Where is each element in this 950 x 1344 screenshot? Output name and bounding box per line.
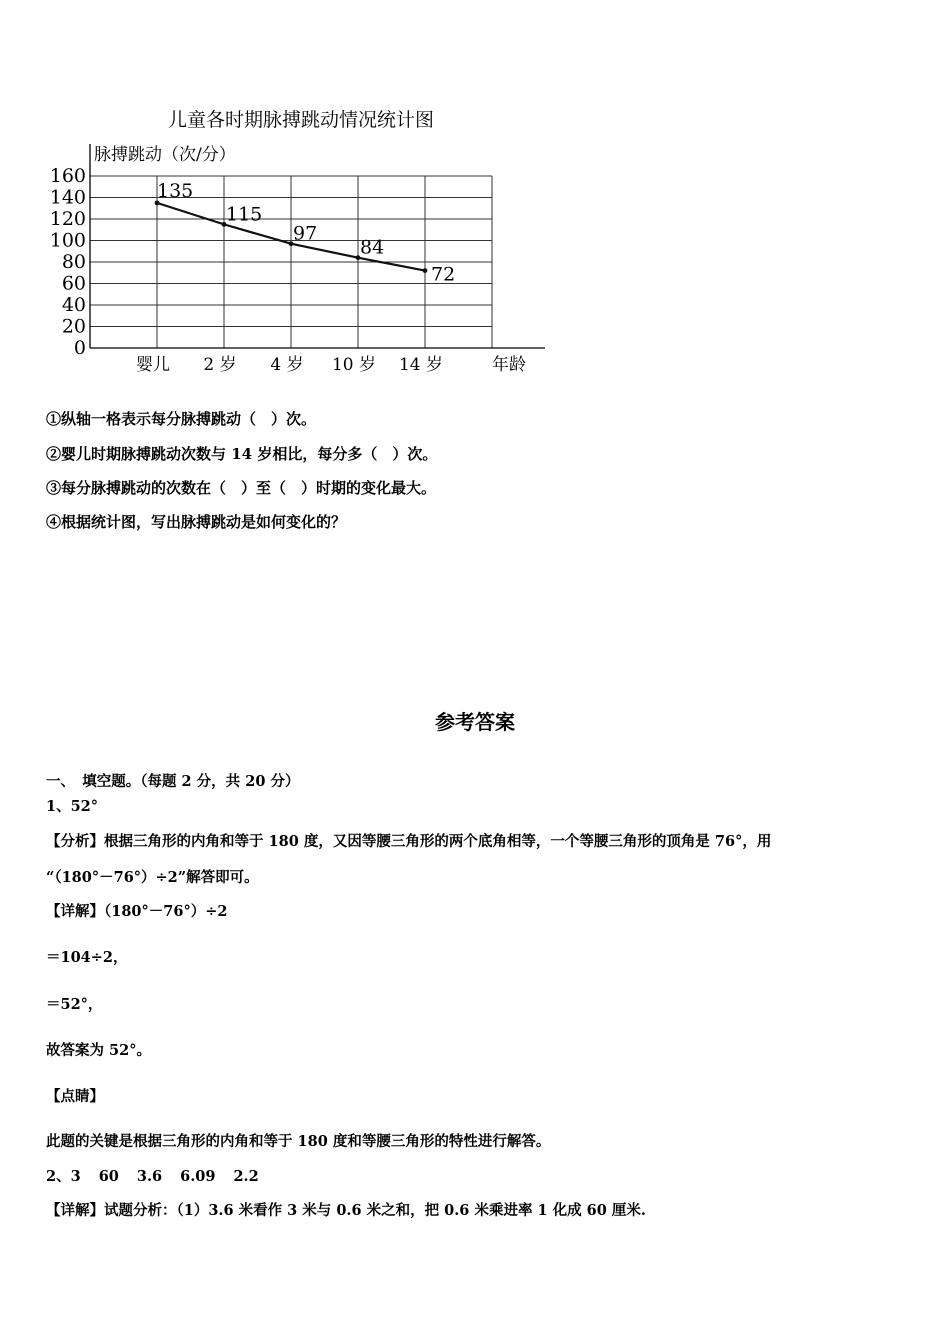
comment-label: 【点睛】: [46, 1088, 104, 1105]
q1-answer: 1、52°: [46, 798, 99, 815]
x-tick-label: 14 岁: [398, 355, 444, 375]
q2-detail: 【详解】试题分析：（1）3.6 米看作 3 米与 0.6 米之和，把 0.6 米乘进率 1 化成 60 厘米.: [46, 1202, 646, 1219]
pulse-line-chart: [40, 100, 560, 390]
question-3: ③每分脉搏跳动的次数在（ ）至（ ）时期的变化最大。: [46, 479, 437, 497]
data-label: 84: [360, 236, 385, 259]
detail-line: 【详解】（180°－76°）÷2: [46, 903, 228, 920]
y-tick-label: 140: [49, 186, 86, 209]
y-tick-label: 80: [61, 251, 86, 273]
q2-value: 3.6: [136, 1168, 163, 1185]
x-tick-label: 4 岁: [270, 355, 304, 375]
y-tick-label: 20: [61, 315, 86, 338]
y-tick-label: 0: [73, 337, 86, 359]
y-tick-labels: [50, 165, 86, 359]
q2-value: 6.09: [180, 1168, 216, 1185]
q2-value: 60: [98, 1168, 119, 1185]
y-tick-label: 120: [49, 208, 86, 230]
answer-heading: 参考答案: [435, 710, 515, 734]
question-4: ④根据统计图，写出脉搏跳动是如何变化的？: [46, 513, 347, 531]
x-tick-labels: [136, 355, 443, 375]
data-label: 135: [157, 179, 194, 202]
step-1: ＝104÷2，: [46, 949, 128, 966]
chart-title: 儿童各时期脉搏跳动情况统计图: [167, 109, 435, 131]
step-2: ＝52°，: [46, 996, 103, 1013]
chart-svg: [40, 100, 560, 390]
data-series: [155, 180, 456, 286]
x-tick-label: 10 岁: [331, 355, 377, 375]
chart-axes: [90, 144, 545, 348]
analysis-line-1: 【分析】根据三角形的内角和等于 180 度，又因等腰三角形的两个底角相等，一个等腰三角形的顶角是 76°，用: [46, 833, 772, 850]
data-label: 115: [226, 203, 263, 226]
x-tick-label: 2 岁: [203, 355, 237, 375]
chart-grid: [90, 176, 492, 348]
q2-label: 2、: [46, 1168, 71, 1185]
y-tick-label: 40: [61, 294, 86, 316]
y-tick-label: 160: [49, 165, 86, 187]
q2-value: 2.2: [233, 1168, 259, 1185]
question-2: ②婴儿时期脉搏跳动次数与 14 岁相比，每分多（ ）次。: [46, 445, 438, 463]
x-axis-label: 年龄: [492, 355, 526, 375]
y-tick-label: 60: [61, 272, 86, 295]
x-tick-label: 婴儿: [136, 355, 170, 375]
question-1: ①纵轴一格表示每分脉搏跳动（ ）次。: [46, 410, 317, 428]
data-label: 97: [293, 222, 318, 245]
q2-answer-row: [46, 1165, 277, 1186]
data-point: [423, 268, 428, 273]
conclusion: 故答案为 52°。: [46, 1042, 151, 1059]
analysis-line-2: “（180°－76°）÷2”解答即可。: [46, 869, 259, 886]
comment: 此题的关键是根据三角形的内角和等于 180 度和等腰三角形的特性进行解答。: [46, 1133, 551, 1150]
y-tick-label: 100: [49, 229, 86, 252]
q2-value: 3: [70, 1168, 81, 1185]
section-heading: 一、 填空题。（每题 2 分，共 20 分）: [46, 773, 300, 790]
y-axis-label: 脉搏跳动（次/分）: [94, 145, 236, 165]
data-label: 72: [431, 263, 456, 286]
